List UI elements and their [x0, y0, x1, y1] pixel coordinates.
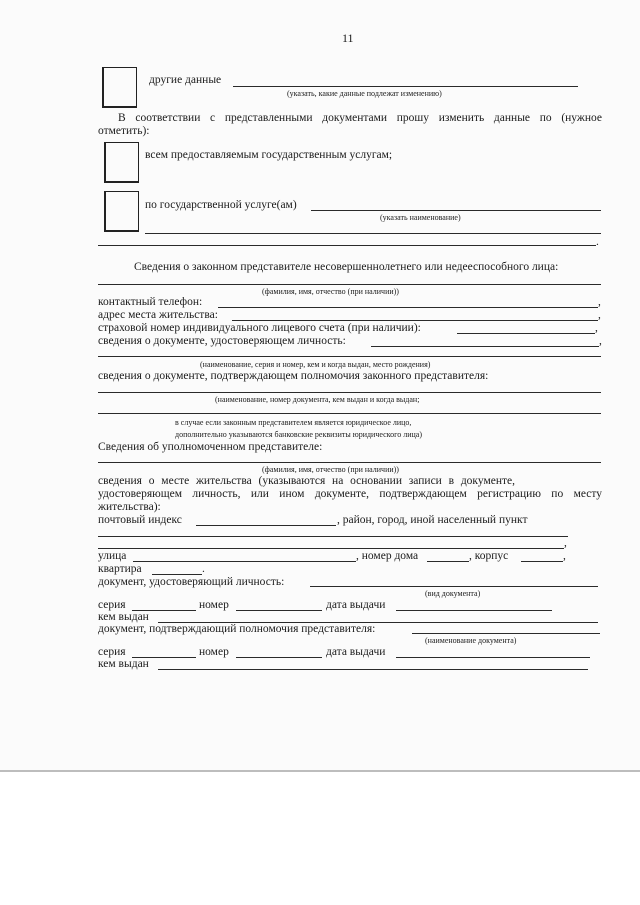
legal-rep-address-line[interactable] — [232, 320, 598, 321]
power-series-label: серия — [98, 646, 126, 658]
locality-line1[interactable] — [98, 536, 568, 537]
authorized-id-doc-label: документ, удостоверяющий личность: — [98, 576, 285, 588]
building-line[interactable] — [521, 561, 563, 562]
authorized-fio-hint: (фамилия, имя, отчество (при наличии)) — [262, 465, 399, 474]
power-doc-label: документ, подтверждающий полномочия представителя: — [98, 623, 376, 635]
request-text-line1: В соответствии с представленными документами прошу изменить данные по (нужное — [118, 112, 602, 124]
authorized-fio-line[interactable] — [98, 462, 601, 463]
other-data-hint: (указать, какие данные подлежат изменению) — [287, 89, 442, 98]
comma-2: , — [598, 309, 601, 321]
authorized-heading: Сведения об уполномоченном представителе: — [98, 441, 323, 453]
power-doc-hint: (наименование документа) — [425, 636, 517, 645]
district-city-label: , район, город, иной населенный пункт — [337, 514, 528, 526]
period-2: . — [202, 563, 205, 575]
comma-3: , — [595, 322, 598, 334]
legal-rep-fio-hint: (фамилия, имя, отчество (при наличии)) — [262, 287, 399, 296]
residence-text-line3: жительства): — [98, 501, 161, 513]
id-number-label: номер — [199, 599, 229, 611]
specific-service-hint: (указать наименование) — [380, 213, 461, 222]
legal-rep-id-doc-hint: (наименование, серия и номер, кем и когда выдан, место рождения) — [200, 360, 431, 369]
street-label: улица — [98, 550, 127, 562]
other-data-label: другие данные — [149, 74, 222, 86]
legal-rep-authority-hint: (наименование, номер документа, кем выдан и когда выдан; — [215, 395, 420, 404]
power-doc-line[interactable] — [412, 633, 600, 634]
authorized-id-doc-hint: (вид документа) — [425, 589, 481, 598]
apartment-line[interactable] — [152, 574, 202, 575]
legal-rep-phone-line[interactable] — [218, 307, 598, 308]
specific-service-line1[interactable] — [311, 210, 601, 211]
legal-rep-authority-label: сведения о документе, подтверждающем полномочия законного представителя: — [98, 370, 489, 382]
legal-rep-snils-line[interactable] — [457, 333, 595, 334]
checkbox-other-data[interactable] — [102, 67, 137, 108]
comma-6: , — [563, 550, 566, 562]
period-1: . — [596, 236, 599, 248]
legal-rep-phone-label: контактный телефон: — [98, 296, 203, 308]
legal-rep-fio-line[interactable] — [98, 284, 601, 285]
checkbox-specific-service[interactable] — [104, 191, 139, 232]
id-series-label: серия — [98, 599, 126, 611]
legal-rep-id-doc-label: сведения о документе, удостоверяющем личность: — [98, 335, 346, 347]
residence-text-line2: удостоверяющем личность, или ином документе, подтверждающем регистрацию по месту — [98, 488, 602, 500]
id-issued-by-label: кем выдан — [98, 611, 149, 623]
comma-5: , — [564, 537, 567, 549]
page-number: 11 — [342, 31, 354, 45]
legal-rep-address-label: адрес места жительства: — [98, 309, 218, 321]
street-line[interactable] — [133, 561, 356, 562]
specific-service-line2[interactable] — [145, 233, 601, 234]
authorized-id-doc-line[interactable] — [310, 586, 598, 587]
checkbox-all-services[interactable] — [104, 142, 139, 183]
power-number-label: номер — [199, 646, 229, 658]
power-issue-date-label: дата выдачи — [326, 646, 386, 658]
comma-4: , — [599, 335, 602, 347]
legal-entity-hint-1: в случае если законным представителем является юридическое лицо, — [175, 418, 412, 427]
power-issued-by-label: кем выдан — [98, 658, 149, 670]
apartment-label: квартира — [98, 563, 142, 575]
legal-rep-id-doc-line2[interactable] — [98, 356, 601, 357]
legal-rep-authority-line2[interactable] — [98, 413, 601, 414]
option-all-services: всем предоставляемым государственным услугам; — [145, 149, 393, 161]
power-issued-by-line[interactable] — [158, 669, 588, 670]
residence-text-line1: сведения о месте жительства (указываются на основании записи в документе, — [98, 475, 515, 487]
postal-index-line[interactable] — [196, 525, 336, 526]
request-text-line2: отметить): — [98, 125, 150, 137]
option-specific-service: по государственной услуге(ам) — [145, 199, 297, 211]
house-label: , номер дома — [356, 550, 419, 562]
house-line[interactable] — [427, 561, 469, 562]
postal-index-label: почтовый индекс — [98, 514, 182, 526]
legal-entity-hint-2: дополнительно указываются банковские реквизиты юридического лица) — [175, 430, 422, 439]
locality-line2[interactable] — [98, 548, 564, 549]
specific-service-line3[interactable] — [98, 245, 596, 246]
id-number-line[interactable] — [236, 610, 322, 611]
other-data-line[interactable] — [233, 86, 578, 87]
id-issue-date-line[interactable] — [396, 610, 552, 611]
legal-rep-authority-line1[interactable] — [98, 392, 601, 393]
comma-1: , — [598, 296, 601, 308]
legal-rep-id-doc-line1[interactable] — [371, 346, 599, 347]
id-issue-date-label: дата выдачи — [326, 599, 386, 611]
legal-rep-snils-label: страховой номер индивидуального лицевого счета (при наличии): — [98, 322, 421, 334]
legal-rep-heading: Сведения о законном представителе несовершеннолетнего или недееспособного лица: — [134, 261, 559, 273]
building-label: , корпус — [469, 550, 509, 562]
power-issue-date-line[interactable] — [396, 657, 590, 658]
power-number-line[interactable] — [236, 657, 322, 658]
